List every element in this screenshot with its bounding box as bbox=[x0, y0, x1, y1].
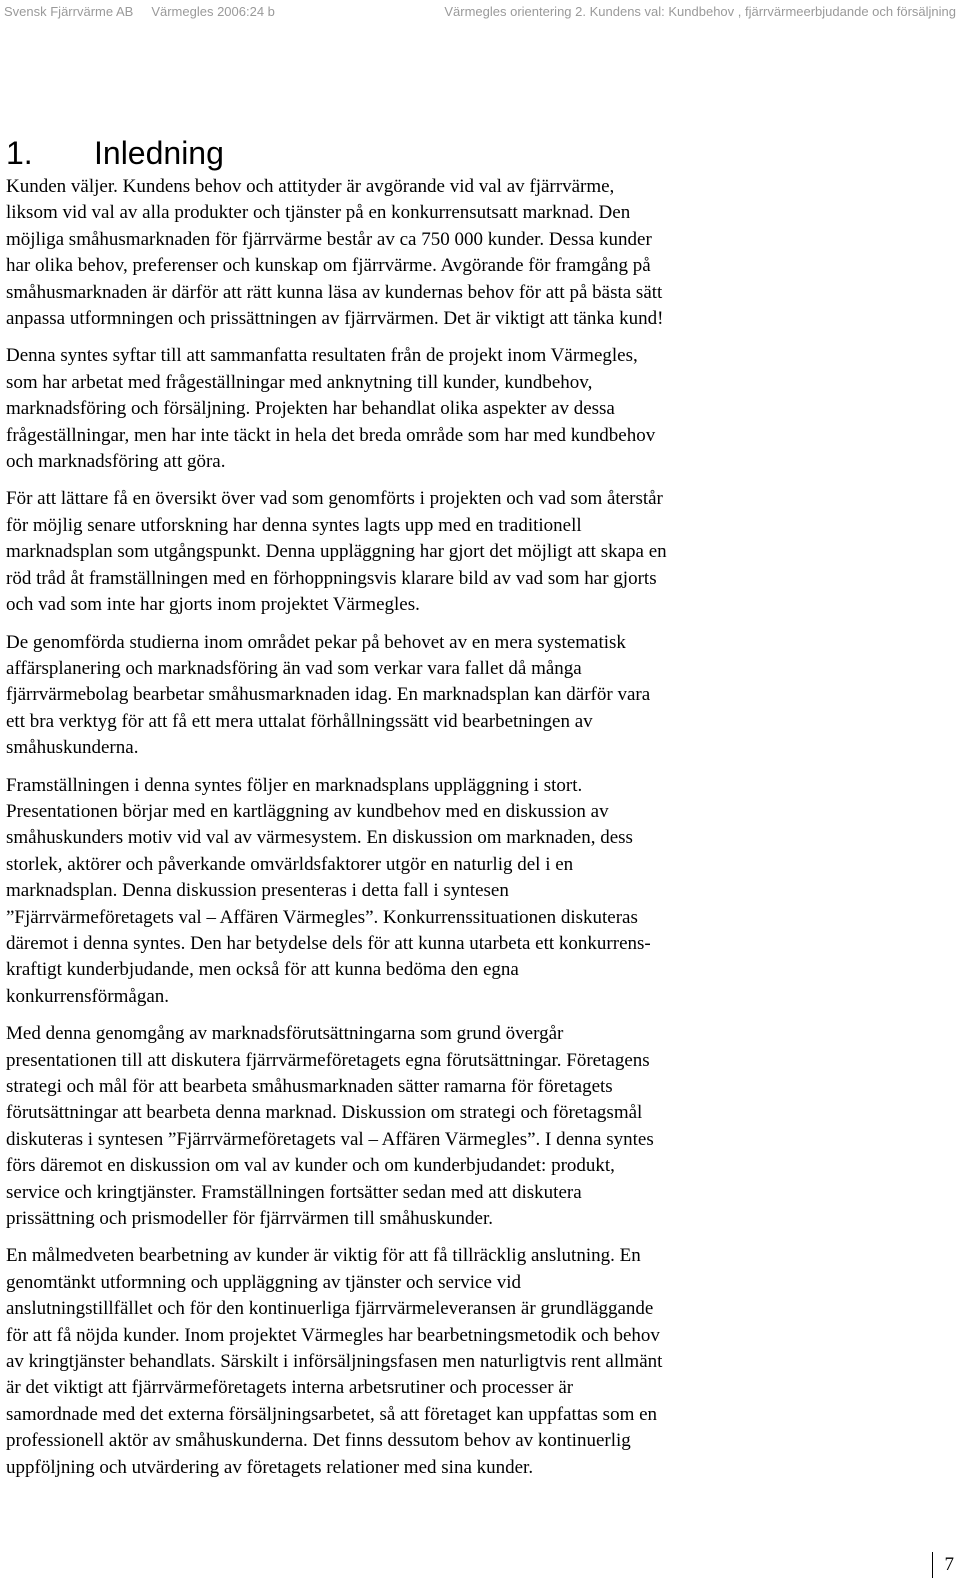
text-line: förs däremot en diskussion om val av kunder och om kunderbjudandet: produkt, bbox=[6, 1155, 615, 1177]
text-line: småhusmarknaden är därför att rätt kunna läsa av kundernas behov för att på bästa sätt bbox=[6, 281, 663, 303]
paragraph bbox=[6, 1021, 806, 1232]
text-line: Presentationen börjar med en kartläggning av kundbehov med en diskussion av bbox=[6, 800, 609, 822]
paragraph bbox=[6, 773, 806, 1011]
section-number: 1. bbox=[6, 135, 33, 171]
text-line: marknadsplan som utgångspunkt. Denna uppläggning har gjort det möjligt att skapa en bbox=[6, 541, 667, 563]
page-number: 7 bbox=[932, 1552, 955, 1578]
header-report-code: Värmegles 2006:24 b bbox=[151, 4, 275, 19]
text-line: frågeställningar, men har inte täckt in hela det breda område som har med kundbehov bbox=[6, 424, 656, 446]
text-line: affärsplanering och marknadsföring än vad som verkar vara fallet då många bbox=[6, 657, 582, 679]
text-line: Med denna genomgång av marknadsförutsättningarna som grund övergår bbox=[6, 1023, 564, 1045]
text-line: småhuskunders motiv vid val av värmesystem. En diskussion om marknaden, dess bbox=[6, 827, 633, 849]
paragraph bbox=[6, 1243, 806, 1481]
text-line: och vad som inte har gjorts inom projektet Värmegles. bbox=[6, 594, 420, 616]
text-line: röd tråd åt framställningen med en förhoppningsvis klarare bild av vad som har gjorts bbox=[6, 567, 657, 589]
paragraph bbox=[6, 174, 806, 332]
text-line: av kringtjänster behandlats. Särskilt i införsäljningsfasen men naturligtvis rent allmänt bbox=[6, 1351, 663, 1373]
text-line: anpassa utformningen och prissättningen av fjärrvärmen. Det är viktigt att tänka kund! bbox=[6, 308, 664, 330]
text-line: En målmedveten bearbetning av kunder är viktig för att få tillräcklig anslutning. En bbox=[6, 1245, 641, 1267]
text-line: som har arbetat med frågeställningar med anknytning till kunder, kundbehov, bbox=[6, 371, 593, 393]
text-line: prissättning och prismodeller för fjärrvärmen till småhuskunder. bbox=[6, 1208, 494, 1230]
text-line: Framställningen i denna syntes följer en marknadsplans uppläggning i stort. bbox=[6, 774, 583, 796]
text-line: har olika behov, preferenser och kunskap om fjärrvärme. Avgörande för framgång på bbox=[6, 255, 651, 277]
text-line: professionell aktör av småhuskunderna. Det finns dessutom behov av kontinuerlig bbox=[6, 1430, 631, 1452]
text-line: Denna syntes syftar till att sammanfatta resultaten från de projekt inom Värmegles, bbox=[6, 345, 638, 367]
text-line: fjärrvärmebolag bearbetar småhusmarknaden idag. En marknadsplan kan därför vara bbox=[6, 684, 651, 706]
text-line: ett bra verktyg för att få ett mera uttalat förhållningssätt vid bearbetningen av bbox=[6, 710, 593, 732]
text-line: diskuteras i syntesen ”Fjärrvärmeföretagets val – Affären Värmegles”. I denna syntes bbox=[6, 1128, 654, 1150]
text-line: genomtänkt utformning och uppläggning av tjänster och service vid bbox=[6, 1271, 521, 1293]
text-line: storlek, aktörer och påverkande omvärldsfaktorer utgör en naturlig del i en bbox=[6, 853, 574, 875]
text-line: service och kringtjänster. Framställningen fortsätter sedan med att diskutera bbox=[6, 1181, 582, 1203]
text-line: De genomförda studierna inom området pekar på behovet av en mera systematisk bbox=[6, 631, 626, 653]
text-line: och marknadsföring att göra. bbox=[6, 451, 226, 473]
text-line: småhuskunderna. bbox=[6, 737, 139, 759]
text-line: Kunden väljer. Kundens behov och attityder är avgörande vid val av fjärrvärme, bbox=[6, 176, 615, 197]
paragraph bbox=[6, 343, 806, 475]
text-line: konkurrensförmågan. bbox=[6, 985, 170, 1007]
text-line: är det viktigt att fjärrvärmeföretagets interna arbetsrutiner och processer är bbox=[6, 1377, 574, 1399]
text-line: anslutningstillfället och för den kontinuerliga fjärrvärmeleveransen är grundläggande bbox=[6, 1298, 654, 1320]
text-line: marknadsplan. Denna diskussion presenteras i detta fall i syntesen bbox=[6, 880, 509, 902]
text-line: samordnade med det externa försäljningsarbetet, så att företaget kan uppfattas som en bbox=[6, 1403, 658, 1425]
text-line: presentationen till att diskutera fjärrvärmeföretagets egna förutsättningar. Företagens bbox=[6, 1049, 650, 1071]
paragraph bbox=[6, 630, 806, 762]
header-series-title: Värmegles orientering 2. Kundens val: Kundbehov , fjärrvärmeerbjudande och försäljning bbox=[444, 4, 956, 19]
text-line: för att få nöjda kunder. Inom projektet Värmegles har bearbetningsmetodik och behov bbox=[6, 1324, 660, 1346]
text-line: för möjlig senare utforskning har denna syntes lagts upp med en traditionell bbox=[6, 514, 582, 536]
header-company: Svensk Fjärrvärme AB bbox=[4, 4, 134, 19]
text-line: För att lättare få en översikt över vad som genomförts i projekten och vad som återstår bbox=[6, 488, 663, 510]
page-header bbox=[4, 2, 956, 22]
text-line: däremot i denna syntes. Den har betydelse dels för att kunna utarbeta ett konkurrens- bbox=[6, 932, 651, 954]
text-line: strategi och mål för att bearbeta småhusmarknaden sätter ramarna för företagets bbox=[6, 1076, 613, 1097]
text-line: möjliga småhusmarknaden för fjärrvärme består av ca 750 000 kunder. Dessa kunder bbox=[6, 228, 652, 250]
text-line: ”Fjärrvärmeföretagets val – Affären Värmegles”. Konkurrenssituationen diskuteras bbox=[6, 906, 638, 928]
text-line: uppföljning och utvärdering av företagets relationer med sina kunder. bbox=[6, 1456, 534, 1478]
section-heading bbox=[6, 134, 224, 172]
text-line: marknadsföring och försäljning. Projekten har behandlat olika aspekter av dessa bbox=[6, 398, 615, 420]
text-line: kraftigt kunderbjudande, men också för att kunna bedöma den egna bbox=[6, 959, 519, 981]
section-title: Inledning bbox=[94, 135, 224, 171]
paragraph bbox=[6, 486, 806, 618]
header-left bbox=[4, 4, 275, 19]
body-text bbox=[6, 174, 806, 1492]
text-line: liksom vid val av alla produkter och tjänster på en konkurrensutsatt marknad. Den bbox=[6, 202, 631, 224]
text-line: förutsättningar att bearbeta denna marknad. Diskussion om strategi och företagsmål bbox=[6, 1102, 643, 1124]
